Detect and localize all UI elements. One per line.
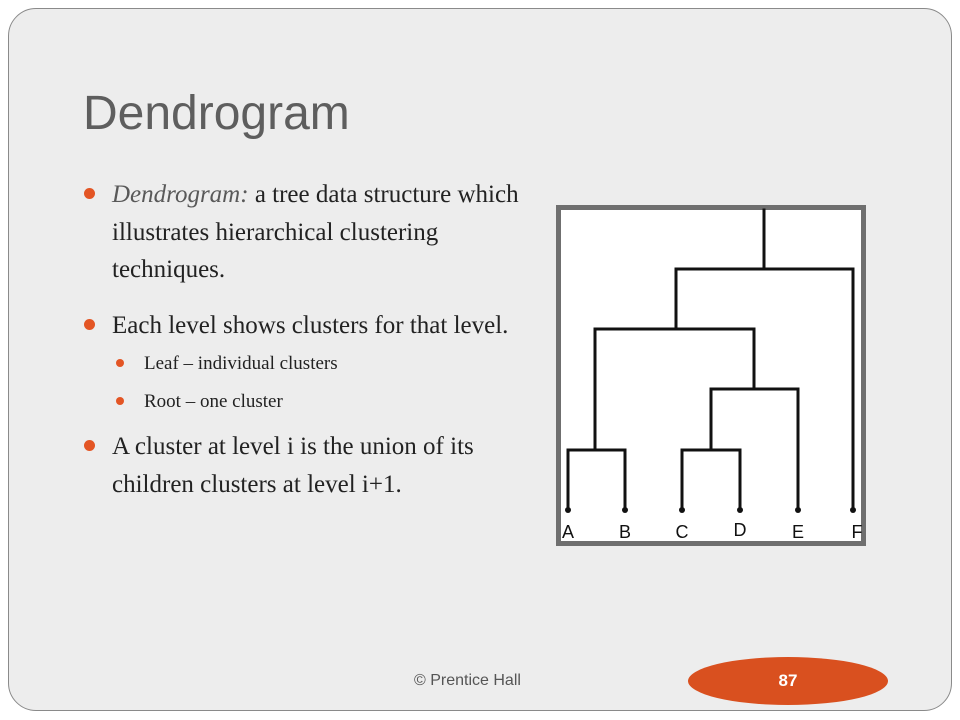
bullet-levels <box>84 307 544 345</box>
leaf-label-d: D <box>733 520 747 540</box>
dendrogram-figure <box>556 205 866 546</box>
page-number-badge <box>688 657 888 705</box>
bullet-definition <box>84 176 544 289</box>
footer-copyright: © Prentice Hall <box>414 672 521 689</box>
leaf-label-c: C <box>675 522 689 542</box>
leaf-label-a: A <box>561 522 575 542</box>
bullet-dot <box>84 440 95 451</box>
bullet-text: Leaf – individual clusters <box>144 353 338 374</box>
leaf-node <box>679 507 685 513</box>
slide-title: Dendrogram <box>83 87 350 140</box>
leaf-label-f: F <box>851 522 863 542</box>
bullet-union <box>84 428 544 503</box>
bullet-text: Each level shows clusters for that level. <box>112 311 509 339</box>
bullet-dot <box>116 397 124 405</box>
leaf-label-b: B <box>618 522 632 542</box>
leaf-node <box>850 507 856 513</box>
leaf-node <box>737 507 743 513</box>
bullet-text: A cluster at level i is the union of its children clusters at level i+1. <box>112 433 474 498</box>
dendrogram-svg <box>561 210 861 541</box>
sub-bullet-leaf <box>116 352 544 376</box>
bullet-term: Dendrogram: <box>112 181 249 208</box>
leaf-node <box>622 507 628 513</box>
leaf-node <box>795 507 801 513</box>
bullet-text: a tree data structure which illustrates hierarchical clustering techniques. <box>112 181 519 283</box>
sub-bullet-root <box>116 390 544 414</box>
bullet-list <box>84 176 544 521</box>
bullet-dot <box>84 188 95 199</box>
bullet-text: Root – one cluster <box>144 391 283 412</box>
bullet-dot <box>116 359 124 367</box>
leaf-label-e: E <box>791 522 805 542</box>
bullet-dot <box>84 319 95 330</box>
page-number: 87 <box>778 671 798 690</box>
leaf-node <box>565 507 571 513</box>
